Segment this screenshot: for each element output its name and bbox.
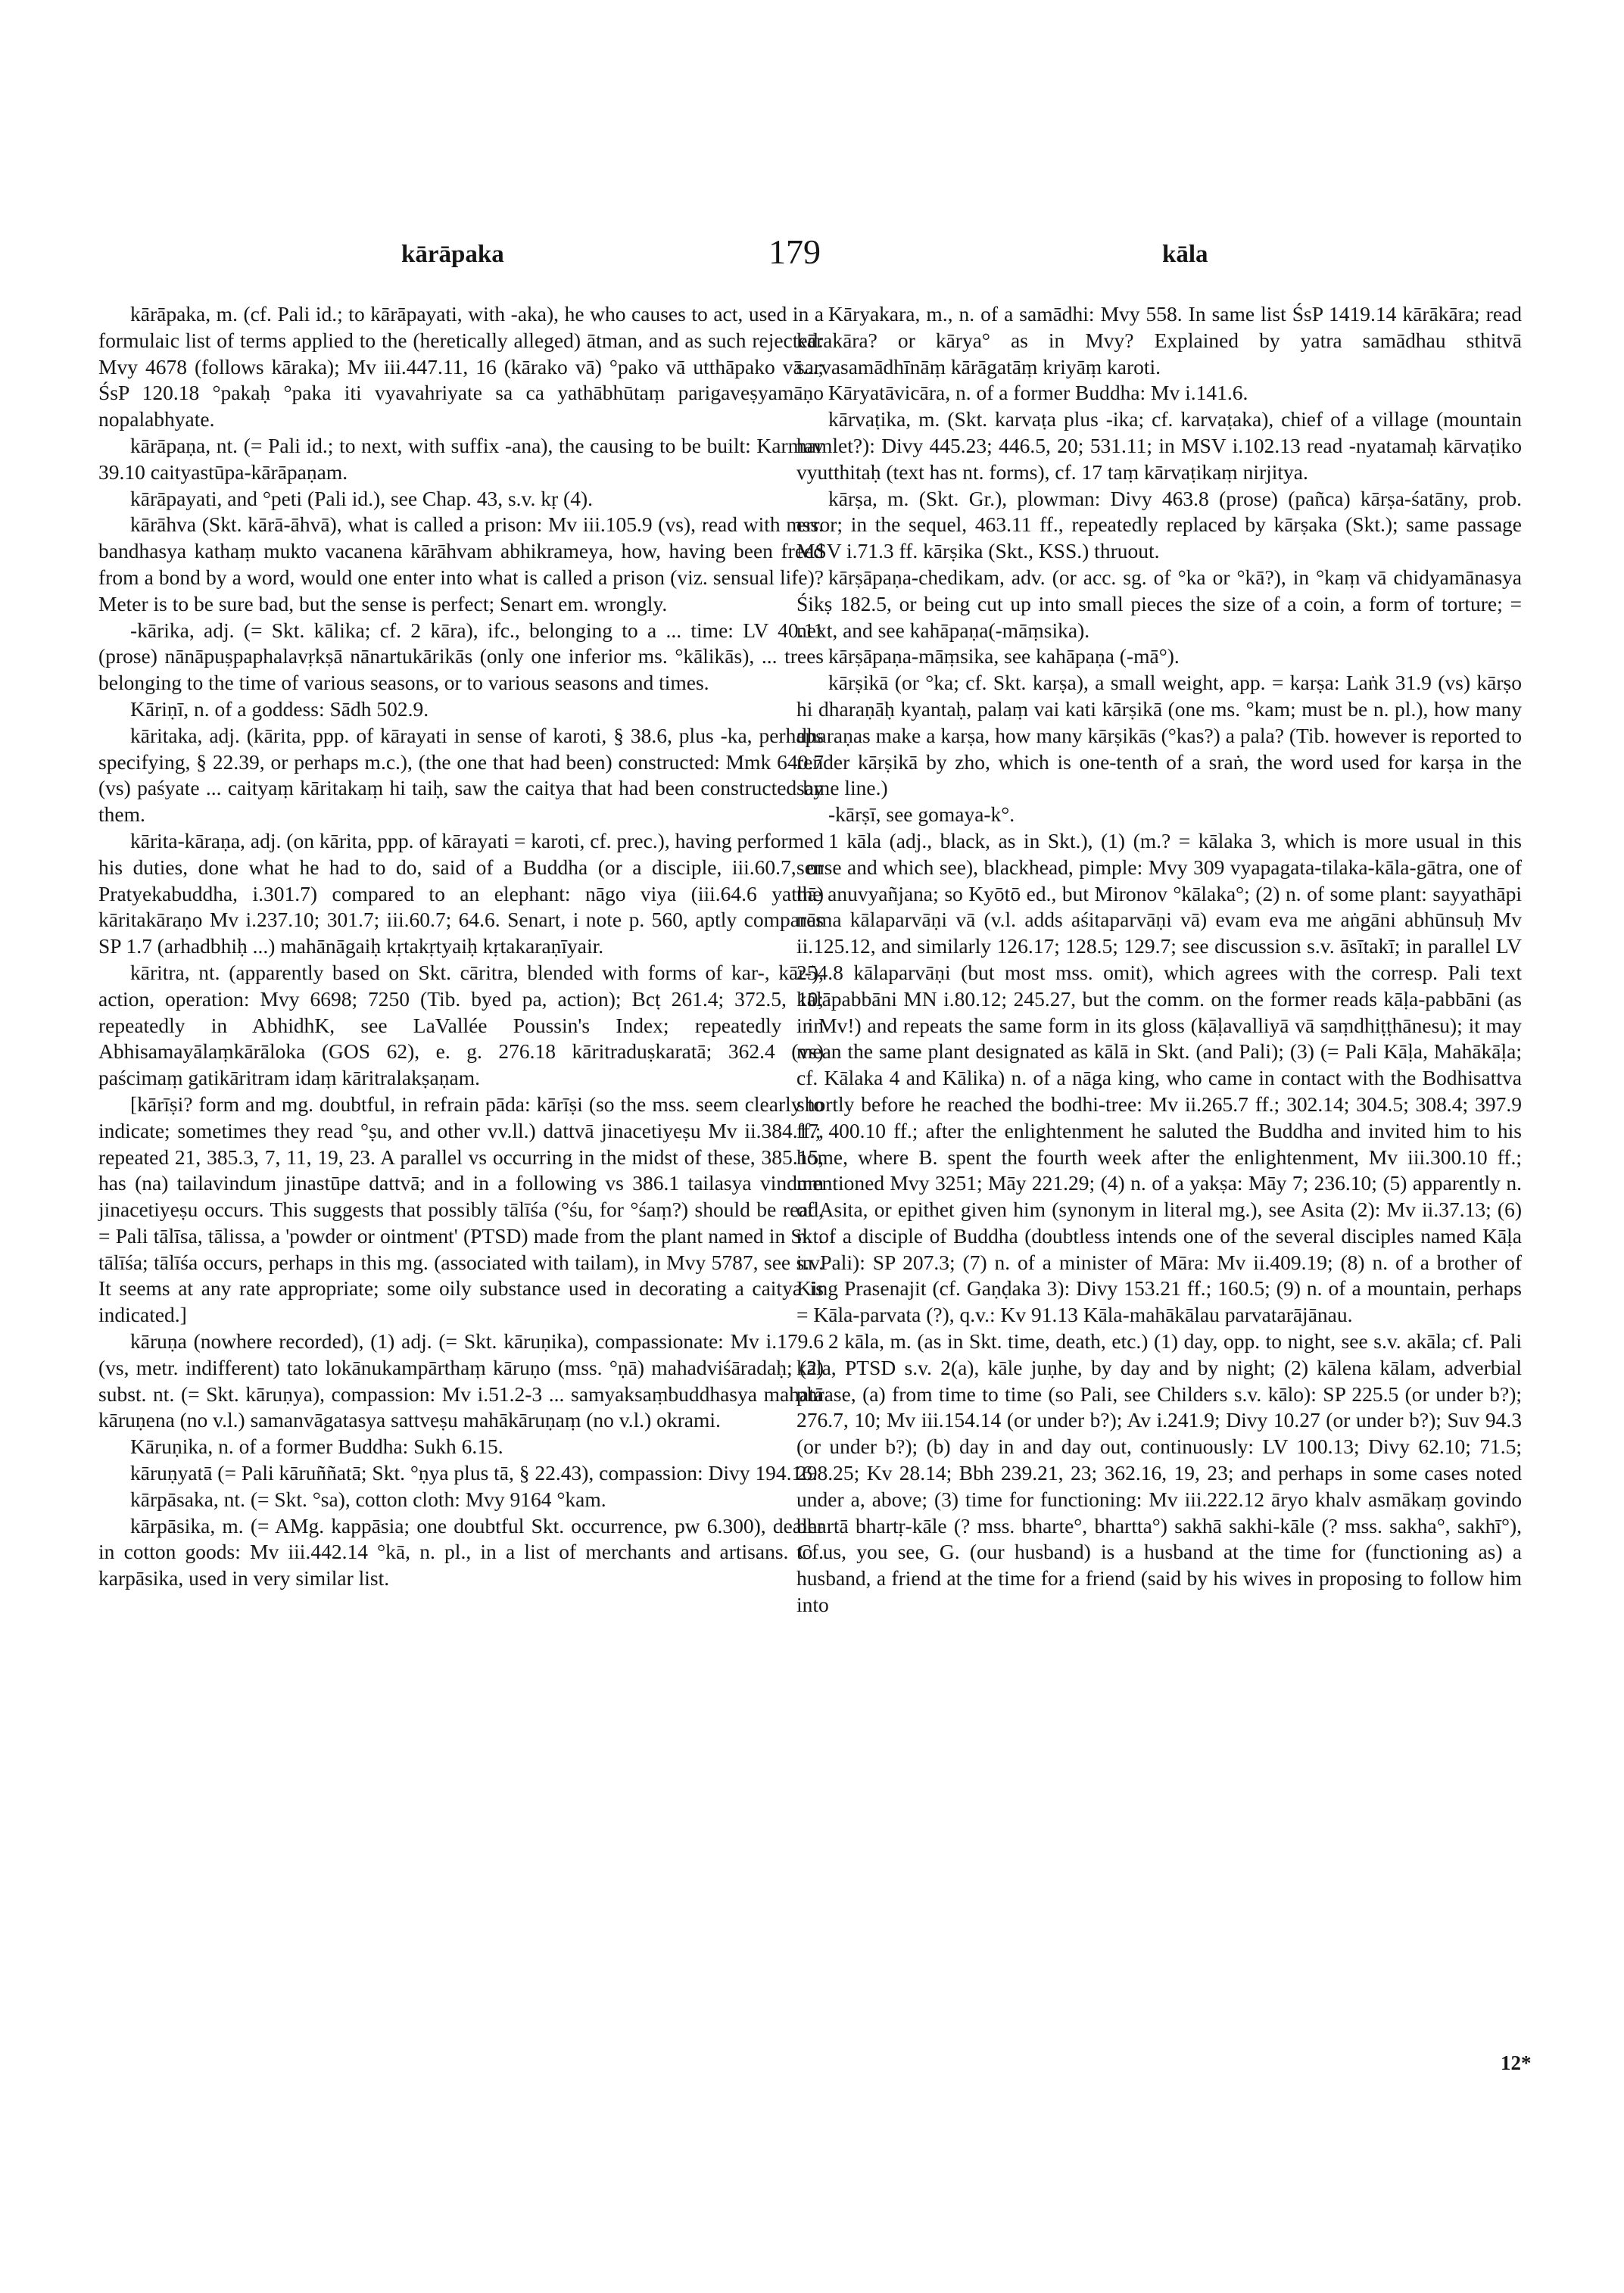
entry-karvatika: kārvaṭika, m. (Skt. karvaṭa plus -ika; cf. karvaṭaka), chief of a village (mountain hamlet?): Divy 445.23; 446.5, 20; 531.11; in MSV i.102.13 read -nyatamaḥ kārvaṭiko vyutthitaḥ (text has nt. forms), cf. 17 taṃ kārvaṭikaṃ nirjitya. <box>796 407 1522 484</box>
entry-karini: Kāriṇī, n. of a goddess: Sādh 502.9. <box>130 696 429 721</box>
entry-karahva: kārāhva (Skt. kārā-āhvā), what is called a prison: Mv iii.105.9 (vs), read with mss. bandhasya kathaṃ mukto vacanena kārāhvam abhikrameya, how, having been freed from a bond by a word, would one enter into what is called a prison (viz. sensual life)? Meter is to be sure bad, but the sense is perfect; Senart em. wrongly. <box>98 512 824 615</box>
entry-karunyata: kāruṇyatā (= Pali kāruññatā; Skt. °ṇya plus tā, § 22.43), compassion: Divy 194.16. <box>130 1461 818 1485</box>
signature-mark: 12* <box>1501 2052 1532 2074</box>
entry-karapaka: kārāpaka, m. (cf. Pali id.; to kārāpayati, with -aka), he who causes to act, used in a formulaic list of terms applied to the (heretically alleged) ātman, and as such rejected: Mvy 4678 (follows kāraka); Mv iii.447.11, 16 (kārako vā) °pako vā utthāpako vā...; ŚsP 120.18 °pakaḥ °paka iti vyavahriyate sa ca yathābhūtaṃ parigaveṣyamāṇo nopalabhyate. <box>98 302 824 431</box>
entry-karsapana-mamsika: kārṣāpaṇa-māṃsika, see kahāpaṇa (-mā°). <box>828 644 1180 668</box>
entry-karapayati: kārāpayati, and °peti (Pali id.), see Chap. 43, s.v. kṛ (4). <box>130 486 593 510</box>
running-head-left: kārāpaka <box>401 241 504 268</box>
entry-karyakara: Kāryakara, m., n. of a samādhi: Mvy 558. In same list ŚsP 1419.14 kārākāra; read kārakāra? or kārya° as in Mvy? Explained by yatra samādhau sthitvā sarvasamādhīnāṃ kārāgatāṃ kriyāṃ karoti. <box>796 302 1522 379</box>
entry-karunika: Kāruṇika, n. of a former Buddha: Sukh 6.15. <box>130 1435 503 1459</box>
entry-karisi: [kārīṣi? form and mg. doubtful, in refrain pāda: kārīṣi (so the mss. seem clearly to indicate; sometimes they read °ṣu, and other vv.ll.) dattvā jinacetiyeṣu Mv ii.384.17, repeated 21, 385.3, 7, 11, 19, 23. A parallel vs occurring in the midst of these, 385.15, has (na) tailavindum jinastūpe dattvā; and in a following vs 386.1 tailasya vindum jinacetiyeṣu occurs. This suggests that possibly tālīśa (°śu, for °śaṃ?) should be read, = Pali tālīsa, tālissa, a 'powder or ointment' (PTSD) made from the plant named in Skt. tālīśa; tālīśa occurs, perhaps in this mg. (associated with tailam), in Mvy 5787, see s.v. It seems at any rate appropriate; some oily substance used in decorating a caitya is indicated.] <box>98 1092 824 1327</box>
entry-karsika: kārṣikā (or °ka; cf. Skt. karṣa), a small weight, app. = karṣa: Laṅk 31.9 (vs) kārṣo hi dharaṇāḥ kyantaḥ, palaṃ vai kati kārṣikā (one ms. °kam; must be n. pl.), how many dharaṇas make a karṣa, how many kārṣikās (°kas?) a pala? (Tib. however is reported to render kārṣikā by zho, which is one-tenth of a sraṅ, the word used for karṣa in the same line.) <box>796 671 1522 800</box>
page-number: 179 <box>768 232 821 271</box>
entry-karpasaka: kārpāsaka, nt. (= Skt. °sa), cotton cloth: Mvy 9164 °kam. <box>130 1487 606 1511</box>
right-column <box>796 301 1522 1618</box>
entry-karsa: kārṣa, m. (Skt. Gr.), plowman: Divy 463.8 (prose) (pañca) kārṣa-śatāny, prob. error; in the sequel, 463.11 ff., repeatedly replaced by kārṣaka (Skt.); same passage MSV i.71.3 ff. kārṣika (Skt., KSS.) thruout. <box>796 486 1522 563</box>
entry-kala-2: 2 kāla, m. (as in Skt. time, death, etc.) (1) day, opp. to night, see s.v. akāla; cf. Pali kāla, PTSD s.v. 2(a), kāle juṇhe, by day and by night; (2) kālena kālam, adverbial phrase, (a) from time to time (so Pali, see Childers s.v. kālo): SP 225.5 (or under b?); 276.7, 10; Mv iii.154.14 (or under b?); Av i.241.9; Divy 10.27 (or under b?); Suv 94.3 (or under b?); (b) day in and day out, continuously: LV 100.13; Divy 62.10; 71.5; 298.25; Kv 28.14; Bbh 239.21, 23; 362.16, 19, 23; and perhaps in some cases noted under a, above; (3) time for functioning: Mv iii.222.12 āryo khalv asmākaṃ govindo bhartā bhartṛ-kāle (? mss. bharte°, bhartta°) sakhā sakhi-kāle (? mss. sakha°, sakhī°), to us, you see, G. (our husband) is a husband at the time for (functioning as) a husband, a friend at the time for a friend (said by his wives in proposing to follow him into <box>796 1329 1522 1617</box>
left-column <box>98 301 824 1592</box>
entry-karsi: -kārṣī, see gomaya-k°. <box>828 802 1015 827</box>
entry-karuna: kāruṇa (nowhere recorded), (1) adj. (= Skt. kāruṇika), compassionate: Mv i.179.6 (vs, metr. indifferent) tato lokānukampārthaṃ kāruṇo (mss. °ṇā) mahadviśāradaḥ; (2) subst. nt. (= Skt. kāruṇya), compassion: Mv i.51.2-3 ... samyaksaṃbuddhasya mahatā kāruṇena (no v.l.) samanvāgatasya sattveṣu mahākāruṇaṃ (no v.l.) okrami. <box>98 1329 824 1432</box>
entry-karitaka: kāritaka, adj. (kārita, ppp. of kārayati in sense of karoti, § 38.6, plus -ka, perhaps specifying, § 22.39, or perhaps m.c.), (the one that had been) constructed: Mmk 640.7 (vs) paśyate ... caityaṃ kāritakaṃ hi taiḥ, saw the caitya that had been constructed by them. <box>98 723 824 827</box>
entry-karapana: kārāpaṇa, nt. (= Pali id.; to next, with suffix -ana), the causing to be built: Karmav 39.10 caityastūpa-kārāpaṇam. <box>98 433 824 484</box>
entry-kala-1: 1 kāla (adj., black, as in Skt.), (1) (m.? = kālaka 3, which is more usual in this sense and which see), blackhead, pimple: Mvy 309 vyapagata-tilaka-kāla-gātra, one of the anuvyañjana; so Kyōtō ed., but Mironov °kālaka°; (2) n. of some plant: sayyathāpi nāma kālaparvāṇi vā (v.l. adds aśitaparvāṇi vā) evam eva me aṅgāni abhūnsuḥ Mv ii.125.12, and similarly 126.17; 128.5; 129.7; see discussion s.v. āsītakī; in parallel LV 254.8 kālaparvāṇi (but most mss. omit), which agrees with the corresp. Pali text kālāpabbāni MN i.80.12; 245.27, but the comm. on the former reads kāḷa-pabbāni (as in Mv!) and repeats the same form in its gloss (kāḷavalliyā vā saṃdhiṭṭhānesu); it may mean the same plant designated as kālā in Skt. (and Pali); (3) (= Pali Kāḷa, Mahākāḷa; cf. Kālaka 4 and Kālika) n. of a nāga king, who came in contact with the Bodhisattva shortly before he reached the bodhi-tree: Mv ii.265.7 ff.; 302.14; 304.5; 308.4; 397.9 ff.; 400.10 ff.; after the enlightenment he saluted the Buddha and invited him to his home, where B. spent the fourth week after the enlightenment, Mv iii.300.10 ff.; mentioned Mvy 3251; Māy 221.29; (4) n. of a yakṣa: Māy 7; 236.10; (5) apparently n. of Asita, or epithet given him (synonym in literal mg.), see Asita (2): Mv ii.37.13; (6) n. of a disciple of Buddha (doubtless intends one of the several disciples named Kāḷa in Pali): SP 207.3; (7) n. of a minister of Māra: Mv ii.409.19; (8) n. of a brother of King Prasenajit (cf. Gaṇḍaka 3): Divy 153.21 ff.; 160.5; (9) n. of a mountain, perhaps = Kāla-parvata (?), q.v.: Kv 91.13 Kāla-mahākālau parvatarājānau. <box>796 828 1522 1327</box>
entry-karika: -kārika, adj. (= Skt. kālika; cf. 2 kāra), ifc., belonging to a ... time: LV 40.11 (prose) nānāpuṣpaphalavṛkṣā nānartukārikās (only one inferior ms. °kālikās), ... trees belonging to the time of various seasons, or to various seasons and times. <box>98 618 824 695</box>
entry-karyatavicara: Kāryatāvicāra, n. of a former Buddha: Mv i.141.6. <box>828 381 1248 405</box>
entry-karpasika: kārpāsika, m. (= AMg. kappāsia; one doubtful Skt. occurrence, pw 6.300), dealer in cotton goods: Mv iii.442.14 °kā, n. pl., in a list of merchants and artisans. Cf. karpāsika, used in very similar list. <box>98 1513 824 1590</box>
entry-karita-karana: kārita-kāraṇa, adj. (on kārita, ppp. of kārayati = karoti, cf. prec.), having performed his duties, done what he had to do, said of a Buddha (or a disciple, iii.60.7, or Pratyekabuddha, i.301.7) compared to an elephant: nāgo viya (iii.64.6 yathā) kāritakāraṇo Mv i.237.10; 301.7; iii.60.7; 64.6. Senart, i note p. 560, aptly compares SP 1.7 (arhadbhiḥ ...) mahānāgaiḥ kṛtakṛtyaiḥ kṛtakaraṇīyair. <box>98 828 824 958</box>
entry-karsapana-chedikam: kārṣāpaṇa-chedikam, adv. (or acc. sg. of °ka or °kā?), in °kaṃ vā chidyamānasya Śikṣ 182.5, or being cut up into small pieces the size of a coin, a form of torture; = next, and see kahāpaṇa(-māṃsika). <box>796 565 1522 642</box>
running-head-right: kāla <box>1162 241 1208 268</box>
entry-karitra: kāritra, nt. (apparently based on Skt. cāritra, blended with forms of kar-, kār-), action, operation: Mvy 6698; 7250 (Tib. byed pa, action); Bcṭ 261.4; 372.5, 10; repeatedly in AbhidhK, see LaVallée Poussin's Index; repeatedly in Abhisamayālaṃkārāloka (GOS 62), e. g. 276.18 kāritraduṣkaratā; 362.4 (vs) paścimaṃ gatikāritram idaṃ kāritralakṣaṇam. <box>98 960 824 1090</box>
